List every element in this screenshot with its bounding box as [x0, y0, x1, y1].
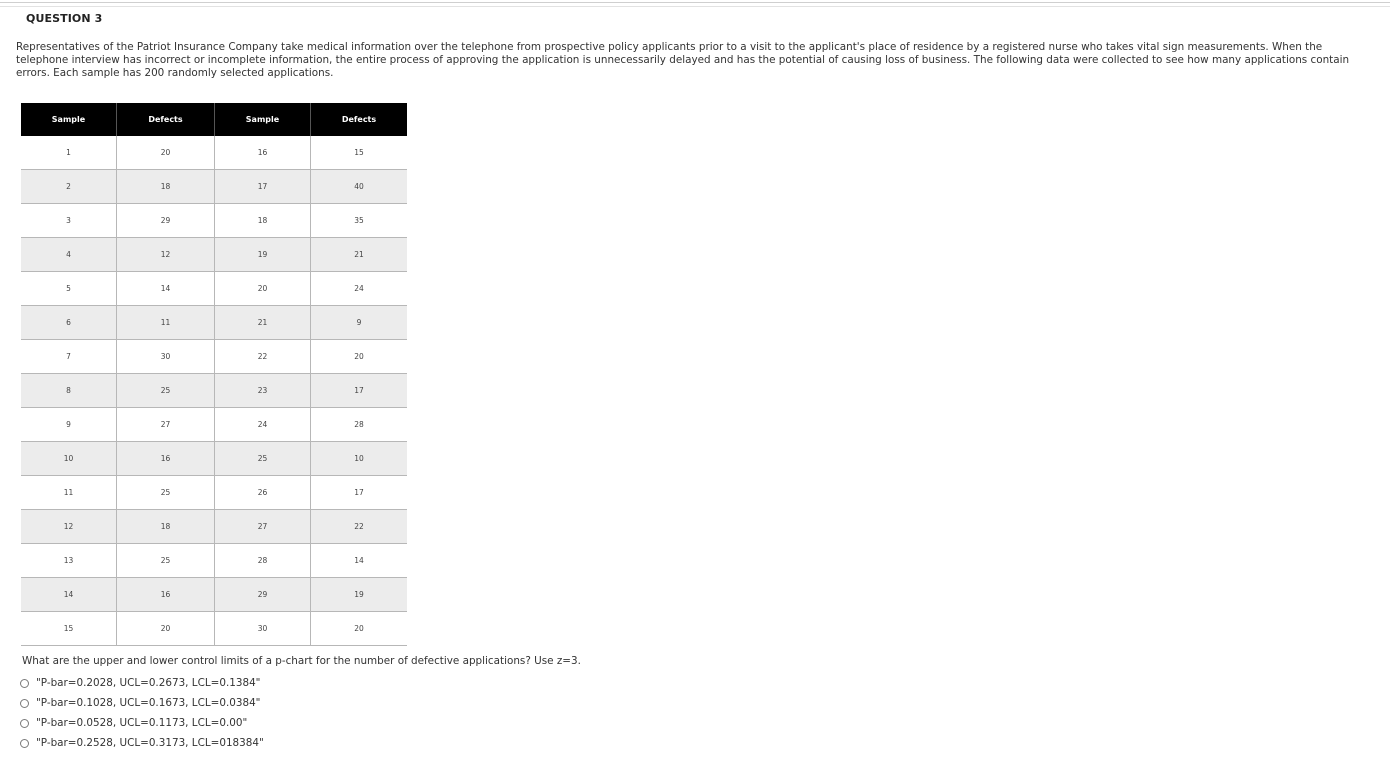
table-row — [21, 612, 407, 646]
table-row — [21, 374, 407, 408]
cell-defects: 20 — [311, 340, 408, 374]
table-row — [21, 204, 407, 238]
cell-sample: 16 — [215, 136, 311, 170]
cell-defects: 27 — [117, 408, 215, 442]
table-row — [21, 170, 407, 204]
cell-sample: 28 — [215, 544, 311, 578]
cell-sample: 18 — [215, 204, 311, 238]
defects-table — [21, 103, 407, 646]
cell-defects: 11 — [117, 306, 215, 340]
cell-defects: 40 — [311, 170, 408, 204]
cell-sample: 15 — [21, 612, 117, 646]
table-body — [21, 136, 407, 646]
cell-sample: 7 — [21, 340, 117, 374]
table-row — [21, 306, 407, 340]
cell-sample: 8 — [21, 374, 117, 408]
cell-sample: 3 — [21, 204, 117, 238]
cell-defects: 17 — [311, 374, 408, 408]
cell-sample: 20 — [215, 272, 311, 306]
table-row — [21, 544, 407, 578]
answer-option-4[interactable] — [20, 733, 264, 753]
cell-defects: 14 — [311, 544, 408, 578]
cell-defects: 9 — [311, 306, 408, 340]
cell-defects: 20 — [311, 612, 408, 646]
question-title: QUESTION 3 — [26, 12, 103, 25]
cell-defects: 29 — [117, 204, 215, 238]
answer-option-label: "P-bar=0.1028, UCL=0.1673, LCL=0.0384" — [36, 697, 261, 709]
cell-sample: 27 — [215, 510, 311, 544]
cell-sample: 11 — [21, 476, 117, 510]
radio-button-icon[interactable] — [20, 699, 29, 708]
cell-defects: 18 — [117, 510, 215, 544]
table-row — [21, 238, 407, 272]
question-ask — [22, 655, 581, 667]
cell-sample: 26 — [215, 476, 311, 510]
answer-option-label: "P-bar=0.0528, UCL=0.1173, LCL=0.00" — [36, 717, 248, 729]
header-defects-1: Defects — [117, 103, 215, 136]
cell-defects: 16 — [117, 442, 215, 476]
cell-defects: 25 — [117, 476, 215, 510]
table-row — [21, 442, 407, 476]
table-row — [21, 510, 407, 544]
cell-defects: 15 — [311, 136, 408, 170]
answer-option-label: "P-bar=0.2528, UCL=0.3173, LCL=018384" — [36, 737, 264, 749]
cell-defects: 21 — [311, 238, 408, 272]
cell-defects: 25 — [117, 544, 215, 578]
cell-defects: 19 — [311, 578, 408, 612]
cell-sample: 4 — [21, 238, 117, 272]
answer-option-label: "P-bar=0.2028, UCL=0.2673, LCL=0.1384" — [36, 677, 261, 689]
answer-options — [20, 673, 264, 753]
cell-sample: 25 — [215, 442, 311, 476]
table-row — [21, 408, 407, 442]
cell-sample: 30 — [215, 612, 311, 646]
table-row — [21, 578, 407, 612]
header-sample-1: Sample — [21, 103, 117, 136]
cell-sample: 12 — [21, 510, 117, 544]
cell-sample: 13 — [21, 544, 117, 578]
cell-defects: 18 — [117, 170, 215, 204]
radio-button-icon[interactable] — [20, 719, 29, 728]
cell-defects: 14 — [117, 272, 215, 306]
cell-sample: 24 — [215, 408, 311, 442]
cell-defects: 30 — [117, 340, 215, 374]
cell-sample: 5 — [21, 272, 117, 306]
cell-sample: 2 — [21, 170, 117, 204]
cell-defects: 10 — [311, 442, 408, 476]
answer-option-1[interactable] — [20, 673, 264, 693]
header-defects-2: Defects — [311, 103, 408, 136]
answer-option-2[interactable] — [20, 693, 264, 713]
cell-sample: 10 — [21, 442, 117, 476]
question-ask-text: What are the upper and lower control limits of a p-chart for the number of defective applications? Use z=3. — [22, 655, 581, 667]
cell-sample: 1 — [21, 136, 117, 170]
table-row — [21, 272, 407, 306]
cell-defects: 20 — [117, 612, 215, 646]
cell-sample: 29 — [215, 578, 311, 612]
table-row — [21, 136, 407, 170]
header-sample-2: Sample — [215, 103, 311, 136]
table-row — [21, 340, 407, 374]
top-divider-secondary — [0, 6, 1390, 7]
cell-sample: 23 — [215, 374, 311, 408]
cell-sample: 9 — [21, 408, 117, 442]
cell-defects: 20 — [117, 136, 215, 170]
radio-button-icon[interactable] — [20, 679, 29, 688]
top-divider — [0, 2, 1390, 3]
cell-defects: 17 — [311, 476, 408, 510]
cell-sample: 17 — [215, 170, 311, 204]
cell-sample: 19 — [215, 238, 311, 272]
cell-defects: 28 — [311, 408, 408, 442]
cell-sample: 21 — [215, 306, 311, 340]
cell-sample: 22 — [215, 340, 311, 374]
table-header-row — [21, 103, 407, 136]
cell-defects: 24 — [311, 272, 408, 306]
cell-sample: 14 — [21, 578, 117, 612]
cell-sample: 6 — [21, 306, 117, 340]
cell-defects: 22 — [311, 510, 408, 544]
answer-option-3[interactable] — [20, 713, 264, 733]
cell-defects: 16 — [117, 578, 215, 612]
radio-button-icon[interactable] — [20, 739, 29, 748]
cell-defects: 35 — [311, 204, 408, 238]
cell-defects: 25 — [117, 374, 215, 408]
table-row — [21, 476, 407, 510]
question-prompt: Representatives of the Patriot Insurance Company take medical information over the telephone from prospective policy applicants prior to a visit to the applicant's place of residence by a registered nurse who takes vital sign measurements. When the telephone interview has incorrect or incomplete information, the entire process of approving the application is unnecessarily delayed and has the potential of causing loss of business. The following data were collected to see how many applications contain errors. Each sample has 200 randomly selected applications. — [16, 41, 1350, 79]
cell-defects: 12 — [117, 238, 215, 272]
